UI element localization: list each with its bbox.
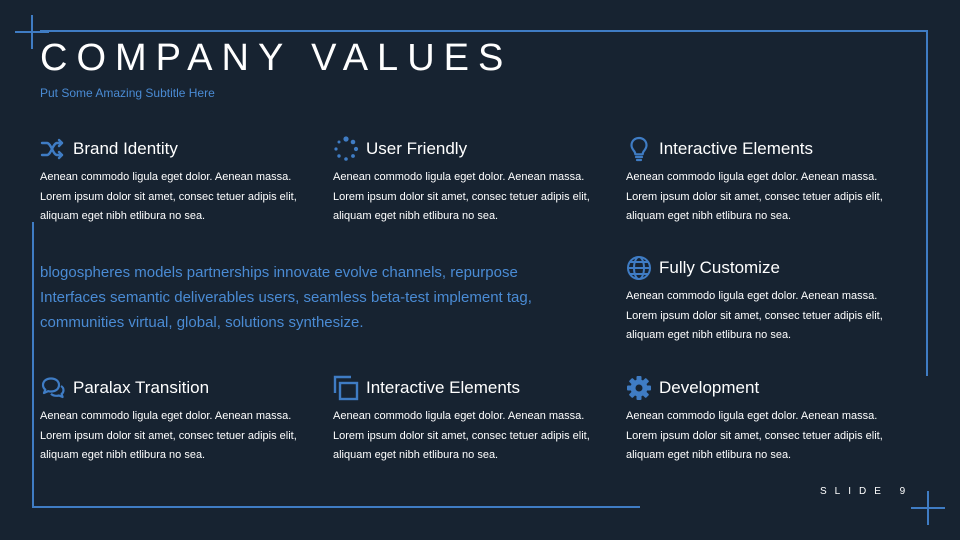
shuffle-icon bbox=[40, 136, 66, 162]
frame-bottom-line bbox=[32, 506, 640, 508]
globe-icon bbox=[626, 255, 652, 281]
highlight-paragraph: blogospheres models partnerships innovate evolve channels, repurpose Interfaces semantic deliverables users, seamless beta-test implement tag, communities virtual, global, solutions synthesize. bbox=[40, 264, 532, 331]
card-description: Aenean commodo ligula eget dolor. Aenean massa. Lorem ipsum dolor sit amet, consec tetuer adipis elit, aliquam eget nibh etlibura no sea. bbox=[626, 290, 883, 341]
card-title: User Friendly bbox=[366, 139, 468, 158]
frame-top-line bbox=[40, 30, 928, 32]
card-description: Aenean commodo ligula eget dolor. Aenean massa. Lorem ipsum dolor sit amet, consec tetuer adipis elit, aliquam eget nibh etlibura no sea. bbox=[40, 171, 297, 222]
page-title: COMPANY VALUES bbox=[40, 37, 513, 79]
frame-left-line bbox=[32, 222, 34, 508]
card-description: Aenean commodo ligula eget dolor. Aenean massa. Lorem ipsum dolor sit amet, consec tetuer adipis elit, aliquam eget nibh etlibura no sea. bbox=[626, 171, 883, 222]
slide-number: SLIDE 9 bbox=[820, 486, 914, 497]
value-card-interactive-elements bbox=[626, 135, 896, 227]
windows-icon bbox=[333, 375, 359, 401]
corner-cross-bottom-right bbox=[911, 491, 945, 525]
card-title: Development bbox=[659, 378, 760, 397]
value-card-paralax-transition bbox=[40, 374, 310, 466]
card-title: Interactive Elements bbox=[366, 378, 521, 397]
card-title: Brand Identity bbox=[73, 139, 178, 158]
loading-dots-icon bbox=[333, 136, 359, 162]
value-card-fully-customize bbox=[626, 254, 896, 346]
card-description: Aenean commodo ligula eget dolor. Aenean massa. Lorem ipsum dolor sit amet, consec tetuer adipis elit, aliquam eget nibh etlibura no sea. bbox=[40, 410, 297, 461]
value-card-brand-identity bbox=[40, 135, 310, 227]
card-description: Aenean commodo ligula eget dolor. Aenean massa. Lorem ipsum dolor sit amet, consec tetuer adipis elit, aliquam eget nibh etlibura no sea. bbox=[333, 171, 590, 222]
card-title: Paralax Transition bbox=[73, 378, 210, 397]
value-card-development bbox=[626, 374, 896, 466]
value-card-user-friendly bbox=[333, 135, 603, 227]
card-title: Fully Customize bbox=[659, 258, 780, 277]
card-description: Aenean commodo ligula eget dolor. Aenean massa. Lorem ipsum dolor sit amet, consec tetuer adipis elit, aliquam eget nibh etlibura no sea. bbox=[626, 410, 883, 461]
gear-icon bbox=[626, 375, 652, 401]
lightbulb-icon bbox=[626, 136, 652, 162]
value-card-interactive-elements-2 bbox=[333, 374, 603, 466]
page-subtitle: Put Some Amazing Subtitle Here bbox=[40, 86, 215, 100]
frame-right-line bbox=[926, 30, 928, 376]
chat-bubbles-icon bbox=[40, 375, 66, 401]
card-title: Interactive Elements bbox=[659, 139, 814, 158]
card-description: Aenean commodo ligula eget dolor. Aenean massa. Lorem ipsum dolor sit amet, consec tetuer adipis elit, aliquam eget nibh etlibura no sea. bbox=[333, 410, 590, 461]
